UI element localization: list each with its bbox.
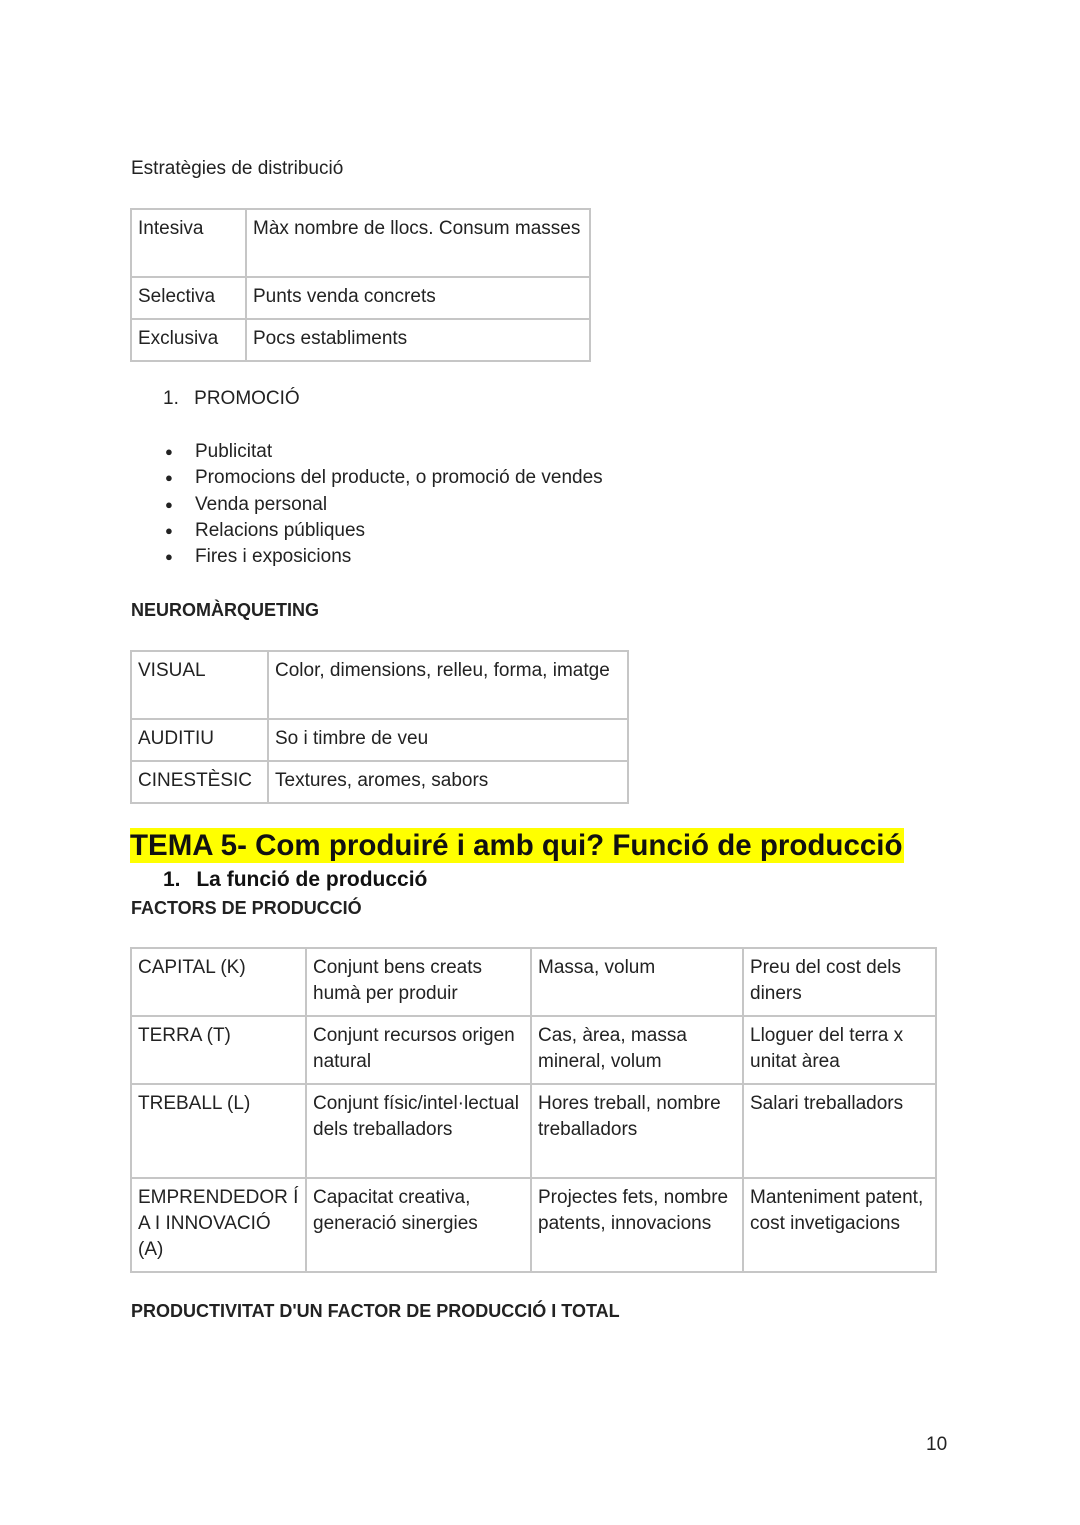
table-cell: VISUAL xyxy=(131,651,268,719)
promotion-title: PROMOCIÓ xyxy=(194,388,300,409)
table-row xyxy=(131,319,590,361)
list-item: ● Fires i exposicions xyxy=(131,544,603,570)
factors-title: FACTORS DE PRODUCCIÓ xyxy=(131,898,362,918)
table-cell: CAPITAL (K) xyxy=(131,948,306,1016)
subtitle-heading xyxy=(163,867,427,893)
table-cell: Preu del cost dels diners xyxy=(743,948,936,1016)
factors-table xyxy=(130,947,937,1273)
distribution-title: Estratègies de distribució xyxy=(131,158,344,179)
promotion-list xyxy=(131,439,603,570)
table-cell: Màx nombre de llocs. Consum masses xyxy=(246,209,590,277)
table-cell: Conjunt bens creats humà per produir xyxy=(306,948,531,1016)
table-cell: Hores treball, nombre treballadors xyxy=(531,1084,743,1178)
table-row xyxy=(131,948,936,1016)
list-item: ● Promocions del producte, o promoció de vendes xyxy=(131,465,603,491)
table-row xyxy=(131,719,628,761)
table-cell: CINESTÈSIC xyxy=(131,761,268,803)
table-cell: Exclusiva xyxy=(131,319,246,361)
table-cell: Capacitat creativa, generació sinergies xyxy=(306,1178,531,1272)
table-cell: Textures, aromes, sabors xyxy=(268,761,628,803)
table-cell: Cas, àrea, massa mineral, volum xyxy=(531,1016,743,1084)
table-row xyxy=(131,761,628,803)
table-row xyxy=(131,1084,936,1178)
table-cell: Manteniment patent, cost invetigacions xyxy=(743,1178,936,1272)
list-number: 1. xyxy=(163,868,181,891)
table-row xyxy=(131,651,628,719)
table-cell: AUDITIU xyxy=(131,719,268,761)
list-item: ● Venda personal xyxy=(131,492,603,518)
page-number: 10 xyxy=(926,1434,948,1455)
table-cell: Conjunt físic/intel·lectual dels treballadors xyxy=(306,1084,531,1178)
table-cell: Salari treballadors xyxy=(743,1084,936,1178)
table-cell: Lloguer del terra x unitat àrea xyxy=(743,1016,936,1084)
list-item: ● Publicitat xyxy=(131,439,603,465)
table-cell: EMPRENDEDOR ÍA I INNOVACIÓ (A) xyxy=(131,1178,306,1272)
table-cell: Conjunt recursos origen natural xyxy=(306,1016,531,1084)
productivity-title: PRODUCTIVITAT D'UN FACTOR DE PRODUCCIÓ I TOTAL xyxy=(131,1301,620,1321)
table-row xyxy=(131,1016,936,1084)
table-row xyxy=(131,209,590,277)
table-cell: Intesiva xyxy=(131,209,246,277)
table-cell: Selectiva xyxy=(131,277,246,319)
promotion-heading xyxy=(163,386,300,412)
neuromarketing-table xyxy=(130,650,629,804)
table-row xyxy=(131,277,590,319)
list-number: 1. xyxy=(163,388,179,409)
neuromarketing-title: NEUROMÀRQUETING xyxy=(131,600,319,620)
table-cell: Pocs establiments xyxy=(246,319,590,361)
table-cell: Color, dimensions, relleu, forma, imatge xyxy=(268,651,628,719)
distribution-table xyxy=(130,208,591,362)
table-row xyxy=(131,1178,936,1272)
list-item: ● Relacions públiques xyxy=(131,518,603,544)
table-cell: TERRA (T) xyxy=(131,1016,306,1084)
tema-title: TEMA 5- Com produiré i amb qui? Funció de producció xyxy=(130,829,903,862)
table-cell: Massa, volum xyxy=(531,948,743,1016)
table-cell: Punts venda concrets xyxy=(246,277,590,319)
table-cell: Projectes fets, nombre patents, innovacions xyxy=(531,1178,743,1272)
table-cell: So i timbre de veu xyxy=(268,719,628,761)
table-cell: TREBALL (L) xyxy=(131,1084,306,1178)
subtitle: La funció de producció xyxy=(196,868,428,891)
